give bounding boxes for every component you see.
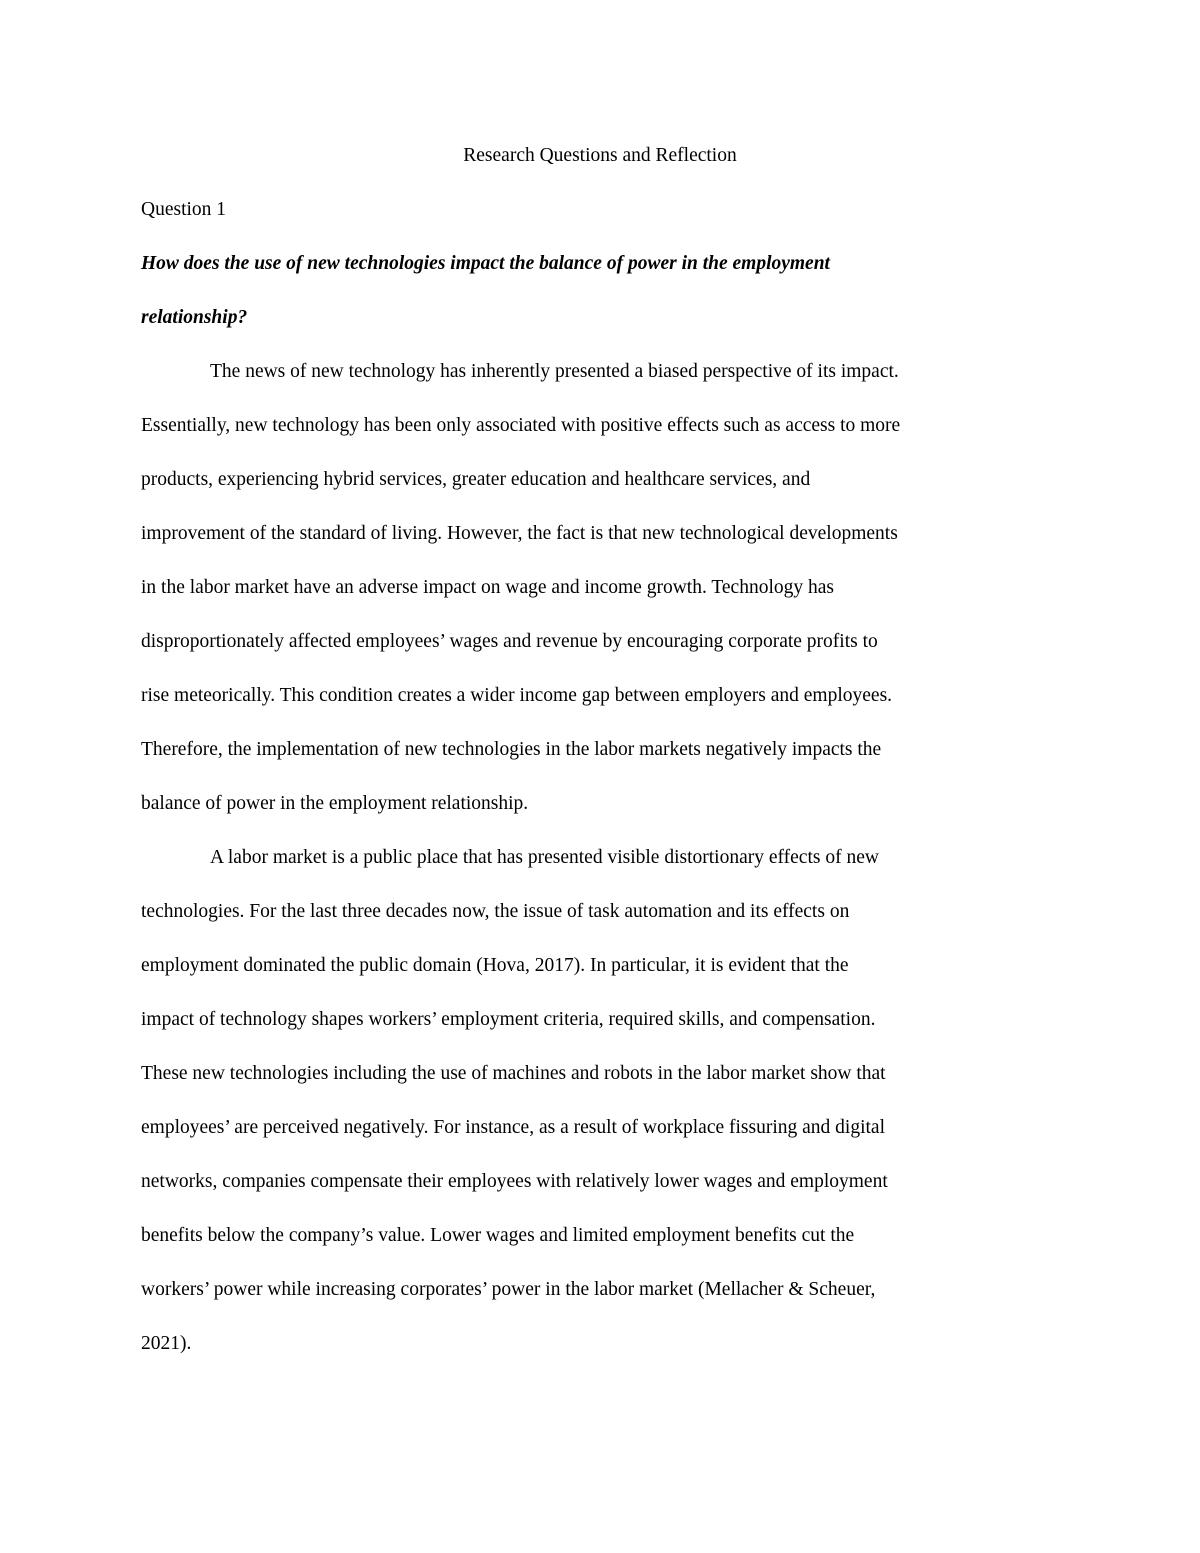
paragraph-2-line: networks, companies compensate their employees with relatively lower wages and employment <box>141 1171 888 1192</box>
question-prompt-line: How does the use of new technologies impact the balance of power in the employment <box>141 253 830 274</box>
paragraph-1-line: improvement of the standard of living. However, the fact is that new technological developments <box>141 523 898 544</box>
paragraph-2-line: workers’ power while increasing corporates’ power in the labor market (Mellacher & Scheuer, <box>141 1279 876 1300</box>
paragraph-1-line: Therefore, the implementation of new technologies in the labor markets negatively impacts the <box>141 739 882 760</box>
document-title: Research Questions and Reflection <box>463 145 737 166</box>
paragraph-2-line: A labor market is a public place that has presented visible distortionary effects of new <box>210 847 879 868</box>
paragraph-1-line: balance of power in the employment relationship. <box>141 793 529 814</box>
paragraph-1-line: products, experiencing hybrid services, greater education and healthcare services, and <box>141 469 811 490</box>
paragraph-1-line: disproportionately affected employees’ wages and revenue by encouraging corporate profits to <box>141 631 878 652</box>
question-prompt-line: relationship? <box>141 307 248 328</box>
paragraph-1-line: rise meteorically. This condition creates a wider income gap between employers and employees. <box>141 685 893 706</box>
paragraph-2-line: technologies. For the last three decades now, the issue of task automation and its effects on <box>141 901 850 922</box>
paragraph-1-line: Essentially, new technology has been only associated with positive effects such as access to more <box>141 415 901 436</box>
paragraph-1-line: The news of new technology has inherently presented a biased perspective of its impact. <box>210 361 899 382</box>
paragraph-2-line: benefits below the company’s value. Lower wages and limited employment benefits cut the <box>141 1225 855 1246</box>
section-label: Question 1 <box>141 199 227 220</box>
paragraph-2-line: employees’ are perceived negatively. For instance, as a result of workplace fissuring and digital <box>141 1117 885 1138</box>
paragraph-2-line: These new technologies including the use of machines and robots in the labor market show that <box>141 1063 886 1084</box>
paragraph-2-line: employment dominated the public domain (Hova, 2017). In particular, it is evident that the <box>141 955 849 976</box>
paragraph-2-line: 2021). <box>141 1333 192 1354</box>
paragraph-1-line: in the labor market have an adverse impact on wage and income growth. Technology has <box>141 577 835 598</box>
paragraph-2-line: impact of technology shapes workers’ employment criteria, required skills, and compensation. <box>141 1009 876 1030</box>
